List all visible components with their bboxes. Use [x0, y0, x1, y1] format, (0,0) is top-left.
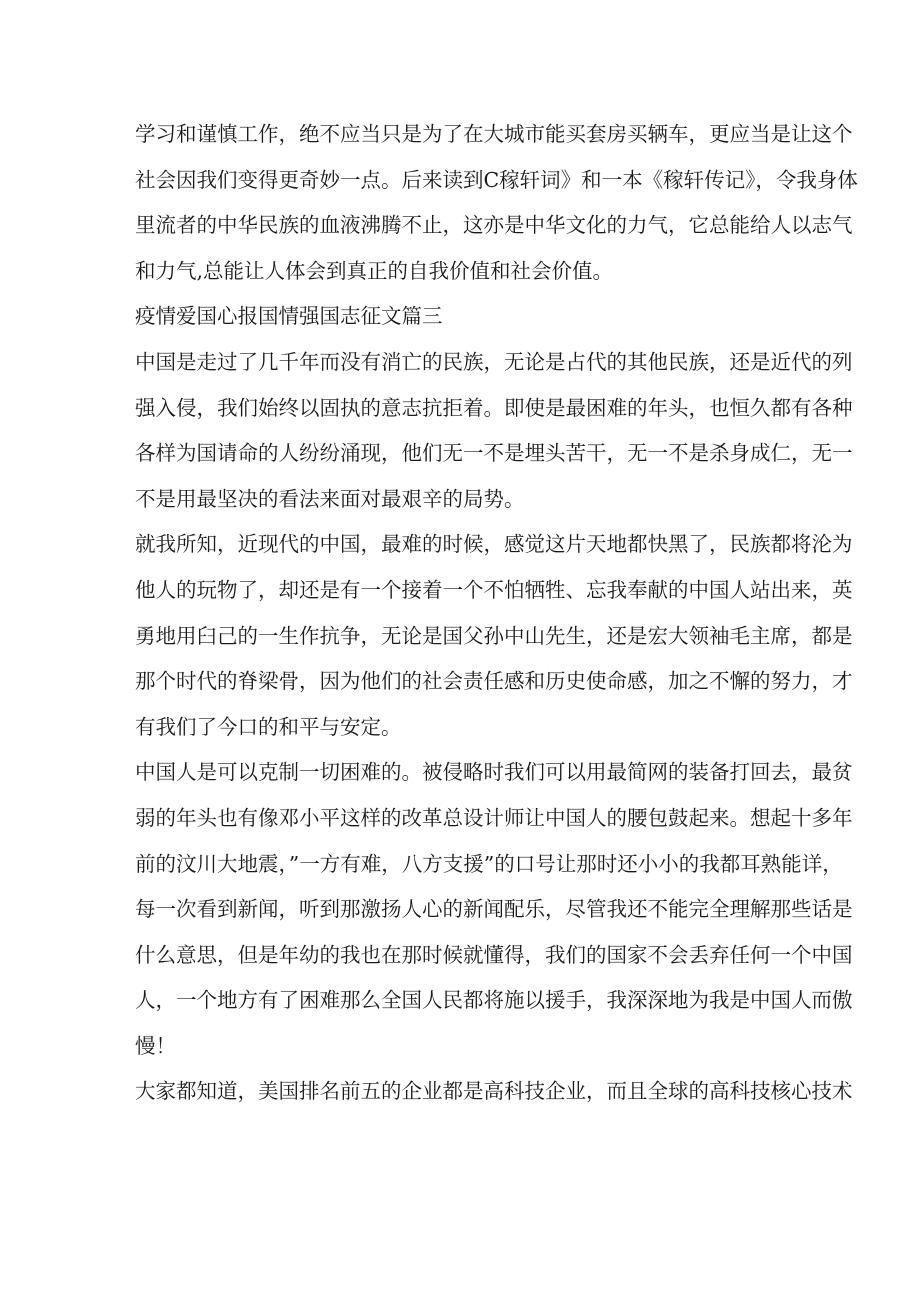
text-line: 里流者的中华民族的血液沸腾不止，这亦是中华文化的力气，它总能给人以志气: [135, 213, 853, 238]
text-line: 弱的年头也有像邓小平这样的改革总设计师让中国人的腰包鼓起来。想起十多年: [135, 805, 853, 830]
text-line: 各样为国请命的人纷纷涌现，他们无一不是埋头苦干，无一不是杀身成仁，无一: [135, 441, 853, 466]
document-body: [135, 112, 858, 1115]
text-line: 什么意思，但是年幼的我也在那时候就懂得，我们的国家不会丢弃任何一个中国: [135, 942, 853, 967]
paragraph-1: [135, 112, 858, 294]
text-line: 人，一个地方有了困难那么全国人民都将施以援手，我深深地为我是中国人而傲: [135, 988, 853, 1013]
text-line: 学习和谨慎工作，绝不应当只是为了在大城市能买套房买辆车，更应当是让这个: [135, 122, 853, 146]
text-line: 强入侵，我们始终以固执的意志抗拒着。即使是最困难的年头，也恒久都有各种: [135, 395, 853, 420]
text-line: 那个时代的脊梁骨，因为他们的社会责任感和历史使命感，加之不懈的努力，才: [135, 669, 853, 694]
text-line: 前的汶川大地震，”一方有难，八方支援”的口号让那时还小小的我都耳熟能详，: [135, 851, 843, 876]
text-line: 社会因我们变得更奇妙一点。后来读到C稼轩词》和一本《稼轩传记》，令我身体: [135, 167, 858, 192]
text-line: 和力气,总能让人体会到真正的自我价值和社会价值。: [135, 258, 614, 283]
text-line: 就我所知，近现代的中国，最难的时候，感觉这片天地都快黑了，民族都将沦为: [135, 532, 853, 557]
paragraph-2: [135, 340, 853, 522]
text-line: 勇地用臼己的一生作抗争，无论是国父孙中山先生，还是宏大领袖毛主席，都是: [135, 623, 853, 648]
paragraph-5: [135, 1069, 853, 1115]
paragraph-3: [135, 522, 853, 750]
text-line: 中国人是可以克制一切困难的。被侵略时我们可以用最简网的装备打回去，最贫: [135, 760, 853, 785]
paragraph-4: [135, 750, 853, 1069]
section-heading: [135, 294, 787, 340]
text-line: 每一次看到新闻，听到那激扬人心的新闻配乐，尽管我还不能完全理解那些话是: [135, 897, 853, 922]
text-line: 慢！: [135, 1033, 176, 1058]
text-line: 有我们了今口的和平与安定。: [135, 714, 402, 739]
heading-text: 疫情爱国心报国情强国志征文篇三: [135, 304, 443, 329]
text-line: 他人的玩物了，却还是有一个接着一个不怕牺牲、忘我奉献的中国人站出来，英: [135, 577, 853, 602]
text-line: 中国是走过了几千年而没有消亡的民族，无论是占代的其他民族，还是近代的列: [135, 349, 853, 374]
text-line: 大家都知道，美国排名前五的企业都是高科技企业，而且全球的高科技核心技术: [135, 1079, 853, 1104]
text-line: 不是用最坚决的看法来面对最艰辛的局势。: [135, 486, 525, 511]
